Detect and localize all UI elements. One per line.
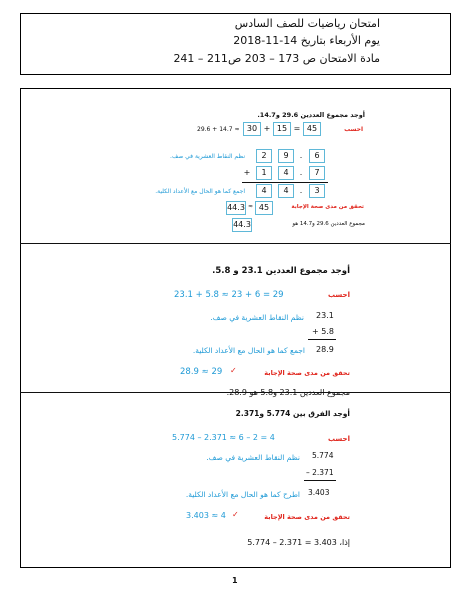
section3-result: 3.403 xyxy=(308,488,330,497)
estimate-cell-30: 30 xyxy=(243,122,261,136)
section1-align-label: نظم النقاط العشرية في صف. xyxy=(170,153,245,160)
row3-digit-3: 3 xyxy=(309,184,325,198)
estimate-cell-15: 15 xyxy=(273,122,291,136)
section3-num1: 5.774 xyxy=(312,451,334,460)
exam-date: يوم الأربعاء بتاريخ 14-11-2018 xyxy=(233,34,380,47)
row1-digit-9: 9 xyxy=(278,149,294,163)
page-number: 1 xyxy=(232,576,238,585)
section2-conclusion: مجموع العددين 23.1 و5.8 هو 28.9. xyxy=(226,388,350,397)
estimate-cell-45: 45 xyxy=(303,122,321,136)
row2-plus: + xyxy=(240,166,254,180)
section2-sum-line xyxy=(308,339,336,340)
row3-digit-4b: 4 xyxy=(278,184,294,198)
section3-check-mark: ✓ xyxy=(232,510,239,519)
section2-align-label: نظم النقاط العشرية في صف. xyxy=(210,313,304,322)
section1-check-label: تحقق من مدى صحة الإجابة xyxy=(291,204,364,210)
section3-conclusion: إذا، 3.403 = 2.371 – 5.774 xyxy=(247,538,350,547)
section3-num2: – 2.371 xyxy=(306,468,334,477)
section3-align-label: نظم النقاط العشرية في صف. xyxy=(206,453,300,462)
section2-check-mark: ✓ xyxy=(230,366,237,375)
section2-title: أوجد مجموع العددين 23.1 و 5.8. xyxy=(212,266,350,276)
section1-add-label: اجمع كما هو الحال مع الأعداد الكلية. xyxy=(155,188,245,195)
section3-check-expr: 3.403 ≈ 4 xyxy=(186,511,226,520)
section3-diff-line xyxy=(304,480,336,481)
section1-conclusion: مجموع العددين 29.6 و14.7 هو xyxy=(292,221,365,227)
section-divider-1 xyxy=(20,243,451,244)
section3-estimate-expr: 5.774 – 2.371 ≈ 6 – 2 = 4 xyxy=(172,433,275,442)
row3-point: . xyxy=(297,184,305,198)
check-right-cell: 45 xyxy=(255,201,273,215)
row2-digit-1: 1 xyxy=(256,166,272,180)
section2-result: 28.9 xyxy=(316,345,334,354)
section2-estimate-label: احسب xyxy=(328,291,350,299)
section1-title: أوجد مجموع العددين 29.6 و14.7. xyxy=(257,111,365,119)
section1-estimate-expr: 29.6 + 14.7 ≈ xyxy=(197,126,240,133)
section2-check-expr: 28.9 ≈ 29 xyxy=(180,367,223,377)
section3-estimate-label: احسب xyxy=(328,435,350,443)
row1-digit-2: 2 xyxy=(256,149,272,163)
section1-estimate-label: احسب xyxy=(344,126,363,133)
check-approx-sign: ≈ xyxy=(248,203,254,210)
section2-num2: + 5.8 xyxy=(312,327,334,336)
row2-digit-4: 4 xyxy=(278,166,294,180)
row2-digit-7: 7 xyxy=(309,166,325,180)
row1-point: . xyxy=(297,149,305,163)
section2-add-label: اجمع كما هو الحال مع الأعداد الكلية. xyxy=(192,346,305,355)
section1-sum-line xyxy=(242,182,328,183)
exam-pages: مادة الامتحان ص 173 – 203 ص211 – 241 xyxy=(173,52,380,65)
exam-title: امتحان رياضيات للصف السادس xyxy=(234,17,380,30)
row3-digit-4a: 4 xyxy=(256,184,272,198)
section2-estimate-expr: 23.1 + 5.8 ≈ 23 + 6 = 29 xyxy=(174,290,284,300)
section3-sub-label: اطرح كما هو الحال مع الأعداد الكلية. xyxy=(185,490,300,499)
estimate-cell-plus: + xyxy=(262,122,272,136)
section3-title: أوجد الفرق بين 5.774 و2.371 xyxy=(235,409,350,418)
section3-check-label: تحقق من مدى صحة الإجابة xyxy=(264,513,350,521)
row1-digit-6: 6 xyxy=(309,149,325,163)
section2-num1: 23.1 xyxy=(316,311,334,320)
row2-point: . xyxy=(297,166,305,180)
section1-answer-cell: 44.3 xyxy=(232,218,252,232)
estimate-cell-equals: = xyxy=(292,122,302,136)
section2-check-label: تحقق من مدى صحة الإجابة xyxy=(264,369,350,377)
check-left-cell: 44.3 xyxy=(226,201,246,215)
